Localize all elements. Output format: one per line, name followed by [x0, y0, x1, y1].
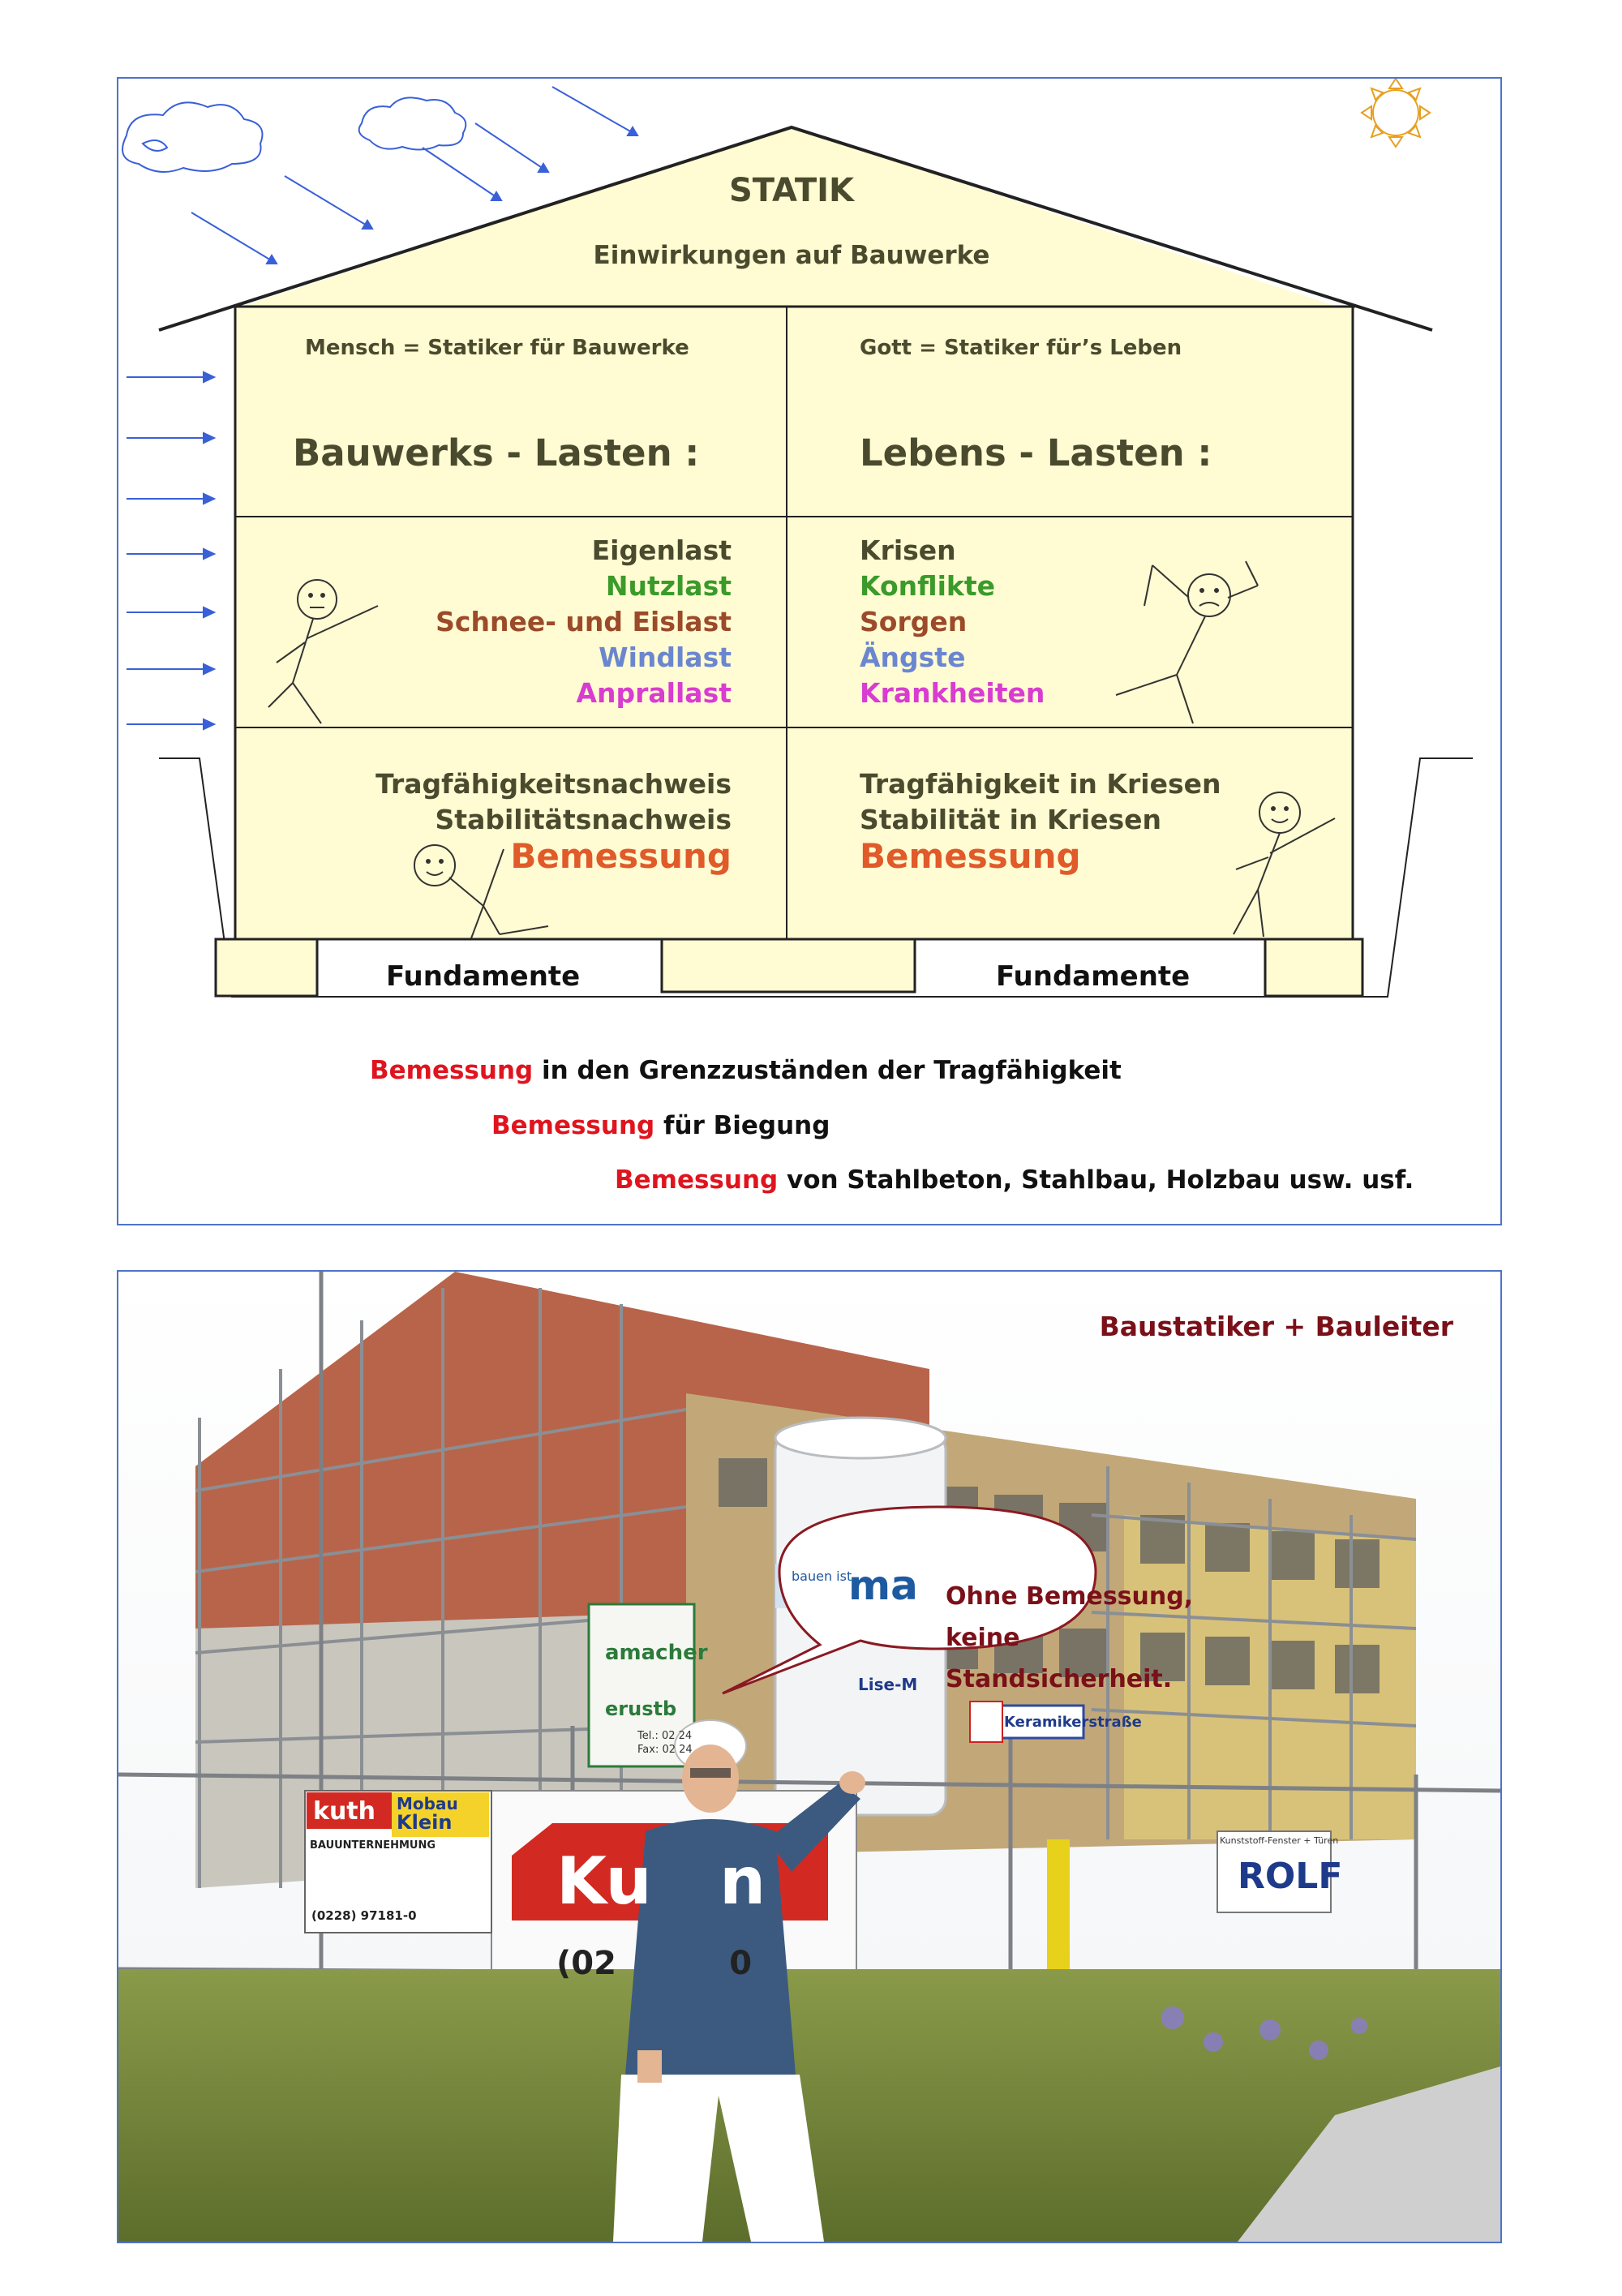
foundation-label-right: Fundamente [996, 960, 1191, 993]
diagram-subtitle: Einwirkungen auf Bauwerke [593, 241, 990, 270]
geruest-sign-text: erustb [605, 1697, 677, 1720]
left-column-heading: Bauwerks - Lasten : [293, 431, 700, 474]
kuth-banner-text: Ku n [556, 1843, 766, 1919]
proof-item: Stabilität in Kriesen [860, 804, 1162, 835]
bauunternehmung-text: BAUUNTERNEHMUNG [310, 1839, 436, 1852]
footer-key: Bemessung [370, 1056, 534, 1085]
silo-bauen-text: bauen ist [792, 1569, 852, 1584]
footer-key: Bemessung [615, 1165, 779, 1195]
footer-rest: für Biegung [654, 1111, 830, 1140]
roof [244, 127, 1335, 306]
rolf-sub-text: Kunststoff-Fenster + Türen [1220, 1835, 1339, 1846]
speech-line: Ohne Bemessung, [946, 1582, 1194, 1611]
statik-diagram-frame [117, 77, 1502, 1225]
right-design-label: Bemessung [860, 836, 1081, 876]
load-item: Krisen [860, 534, 956, 566]
speech-line: Standsicherheit. [946, 1665, 1173, 1693]
klein-sign-text: Klein [397, 1811, 453, 1834]
load-item: Sorgen [860, 606, 968, 637]
load-item: Schnee- und Eislast [436, 606, 732, 637]
footer-rest: von Stahlbeton, Stahlbau, Holzbau usw. usf. [778, 1165, 1414, 1195]
right-loads-list [860, 533, 1045, 711]
left-proofs-list [375, 766, 732, 838]
footer-line-1 [370, 1056, 1122, 1085]
lise-sign-text: Lise-M [858, 1675, 918, 1694]
load-item: Ängste [860, 642, 966, 673]
proof-item: Tragfähigkeitsnachweis [375, 768, 732, 800]
foundation-block [1265, 939, 1362, 996]
cloud-icon [122, 102, 263, 172]
rolf-sign-text: ROLF [1238, 1856, 1343, 1897]
kuth-phone-text: (0228) 97181-0 [311, 1908, 417, 1923]
footer-key: Bemessung [491, 1111, 655, 1140]
photo-scene [118, 1272, 1500, 2242]
hamacher-tel-text: Tel.: 02 24 [637, 1730, 693, 1742]
load-item: Eigenlast [591, 534, 732, 566]
construction-photo [117, 1270, 1502, 2243]
left-column-header: Mensch = Statiker für Bauwerke [305, 336, 689, 360]
speech-bubble-text [946, 1576, 1193, 1700]
photo-caption: Baustatiker + Bauleiter [1099, 1311, 1453, 1342]
right-column-heading: Lebens - Lasten : [860, 431, 1212, 474]
house-body [235, 307, 1353, 939]
foundation-block [662, 939, 915, 992]
diagram-title: STATIK [728, 172, 854, 209]
hamacher-fax-text: Fax: 02 24 [637, 1744, 693, 1756]
kuth-sign-text: kuth [313, 1797, 376, 1826]
right-column-header: Gott = Statiker für’s Leben [860, 336, 1182, 360]
load-item: Nutzlast [605, 570, 732, 602]
mobau-sign-text: Mobau [397, 1794, 458, 1813]
load-item: Krankheiten [860, 677, 1045, 709]
left-design-label: Bemessung [510, 836, 732, 876]
hamacher-sign-text: amacher [605, 1641, 708, 1665]
footer-rest: in den Grenzzuständen der Tragfähigkeit [533, 1056, 1122, 1085]
speech-line: keine [946, 1624, 1020, 1652]
street-sign-text: Keramikerstraße [1004, 1714, 1142, 1731]
footer-line-3 [615, 1165, 1414, 1195]
footer-line-2 [491, 1111, 830, 1140]
proof-item: Tragfähigkeit in Kriesen [860, 768, 1221, 800]
foundation-label-left: Fundamente [386, 960, 581, 993]
cloud-icon [359, 97, 466, 149]
kuth-banner-phone: (02 0 [556, 1945, 753, 1982]
left-loads-list [436, 533, 732, 711]
sun-icon [1362, 79, 1430, 147]
right-proofs-list [860, 766, 1221, 838]
load-item: Windlast [599, 642, 732, 673]
silo-brand-text: ma [848, 1562, 918, 1609]
proof-item: Stabilitätsnachweis [435, 804, 732, 835]
load-item: Konflikte [860, 570, 996, 602]
foundation-block [216, 939, 317, 996]
load-item: Anprallast [576, 677, 732, 709]
wind-arrows [127, 372, 214, 729]
